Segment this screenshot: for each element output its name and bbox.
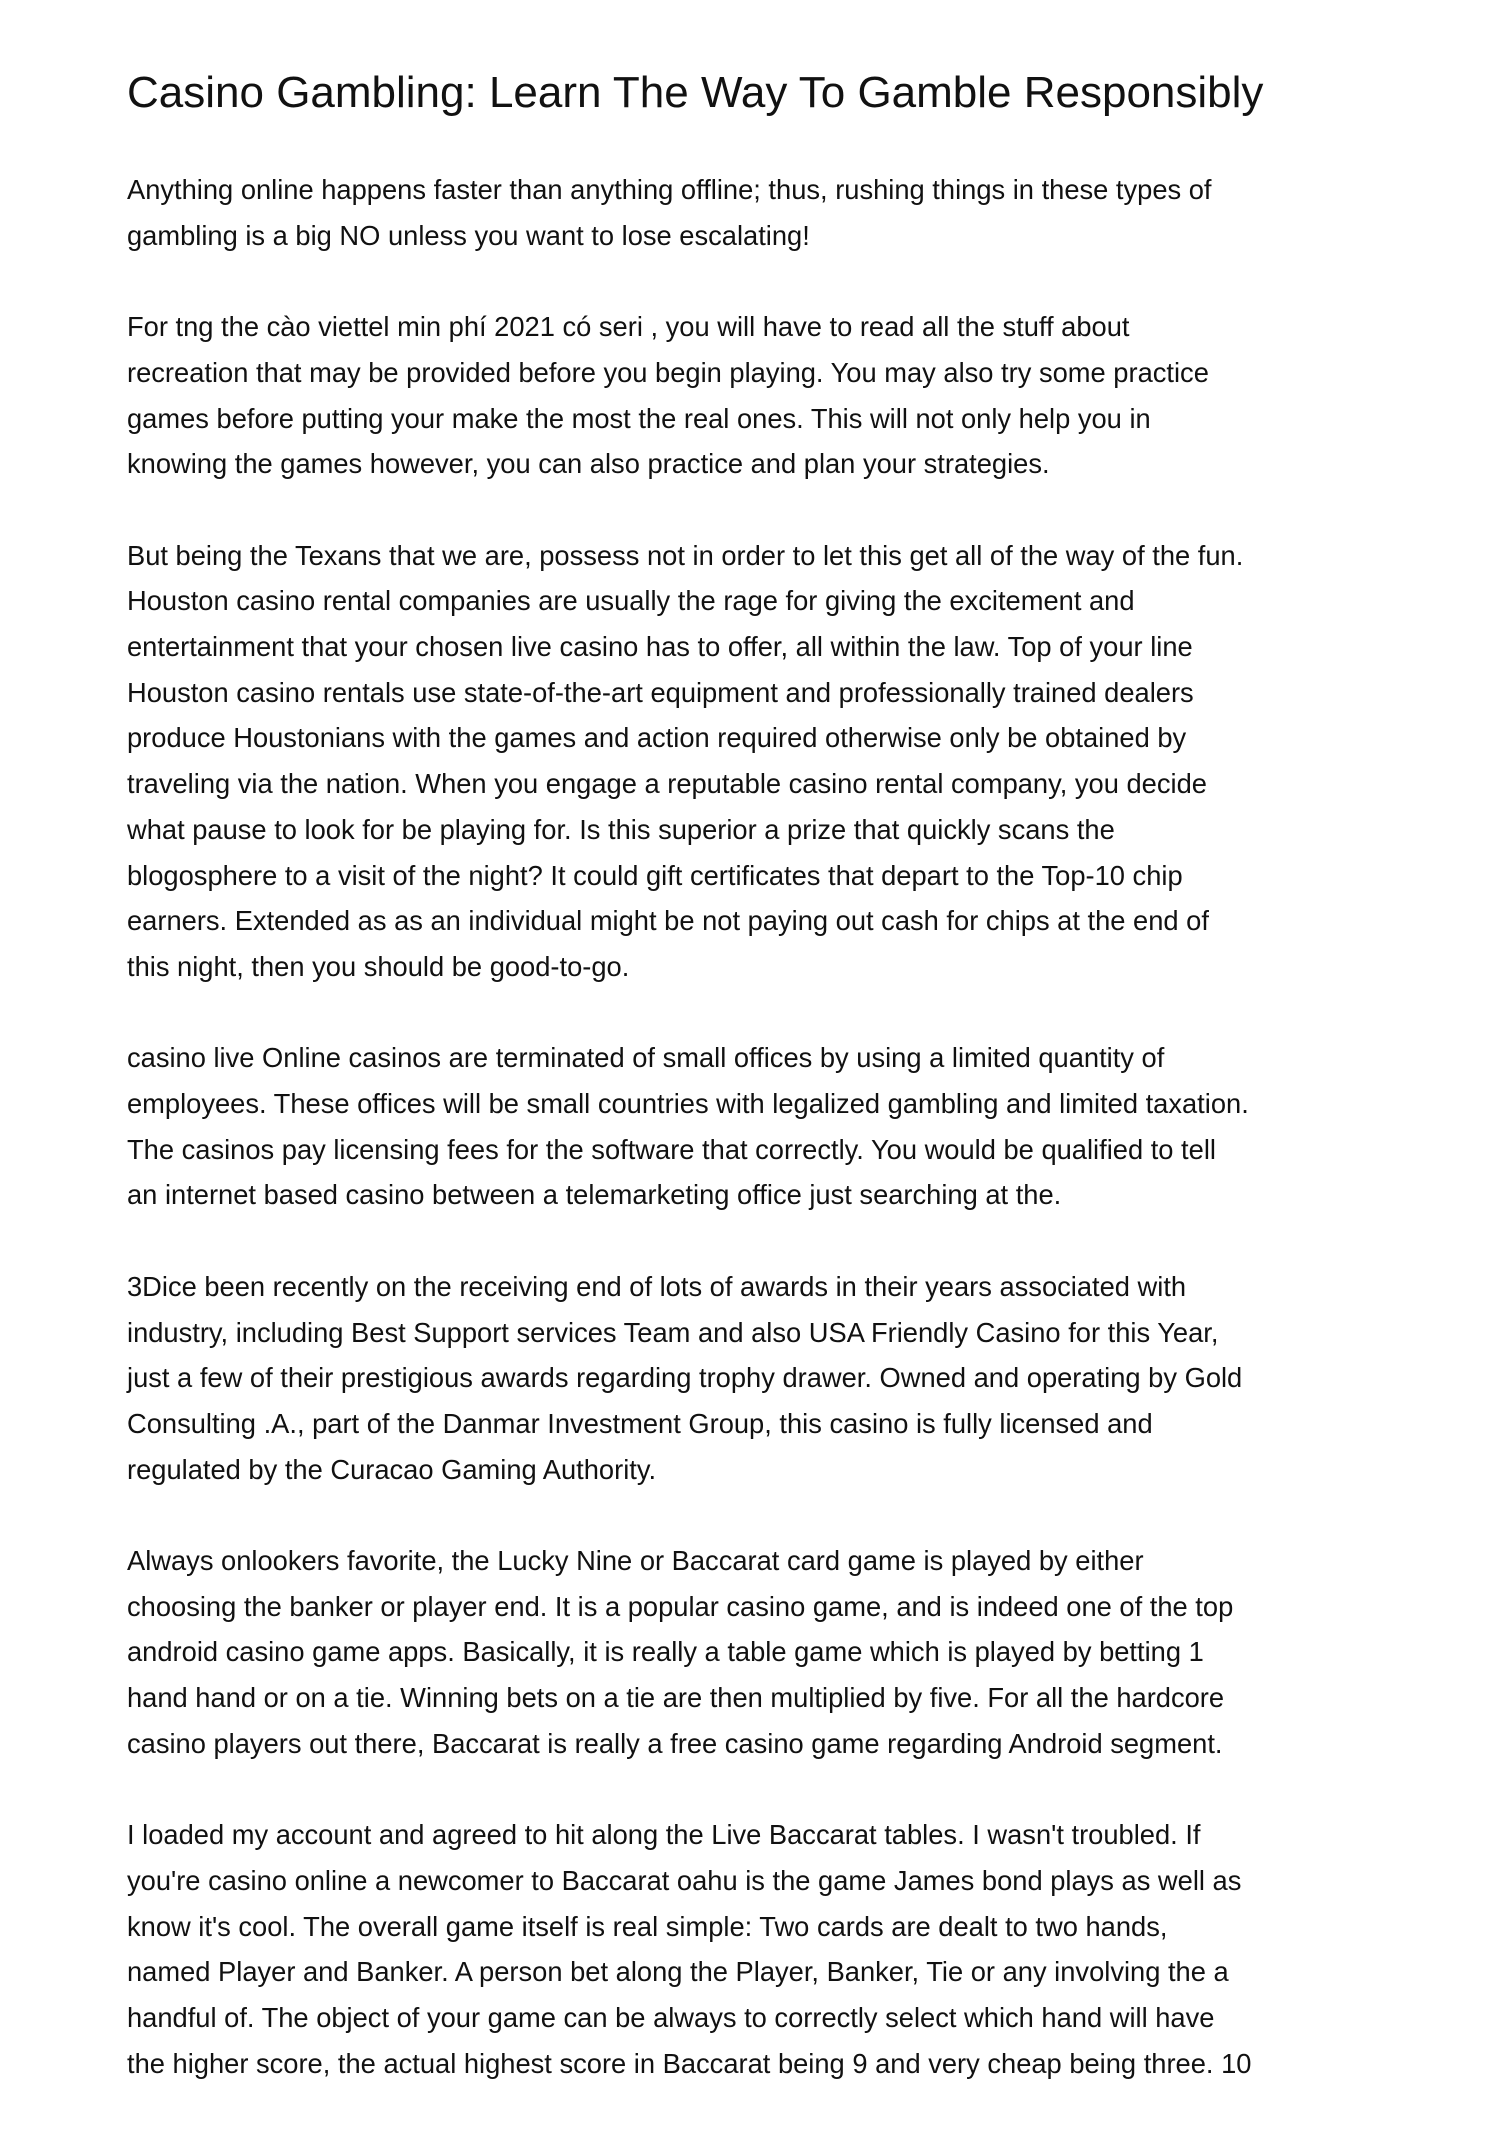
paragraph-line: you're casino online a newcomer to Baccarat oahu is the game James bond plays as well as [127, 1864, 1242, 1896]
paragraph-line: earners. Extended as as an individual might be not paying out cash for chips at the end of [127, 905, 1209, 937]
paragraph [127, 533, 1427, 990]
paragraph-line: For tng the cào viettel min phí 2021 có seri , you will have to read all the stuff about [127, 311, 1130, 343]
paragraph [127, 1264, 1427, 1493]
page-title: Casino Gambling: Learn The Way To Gamble Responsibly [127, 68, 1264, 117]
paragraph-line: android casino game apps. Basically, it is really a table game which is played by betting 1 [127, 1636, 1204, 1668]
paragraph-line: industry, including Best Support services Team and also USA Friendly Casino for this Year, [127, 1316, 1219, 1348]
paragraph-line: I loaded my account and agreed to hit along the Live Baccarat tables. I wasn't troubled. If [127, 1819, 1201, 1851]
paragraph [127, 304, 1427, 487]
paragraph-line: Always onlookers favorite, the Lucky Nine or Baccarat card game is played by either [127, 1545, 1144, 1577]
paragraph-line: Consulting .A., part of the Danmar Investment Group, this casino is fully licensed and [127, 1407, 1153, 1439]
paragraph-line: handful of. The object of your game can be always to correctly select which hand will have [127, 2002, 1215, 2034]
paragraph-line: an internet based casino between a telemarketing office just searching at the. [127, 1179, 1062, 1211]
paragraph-line: regulated by the Curacao Gaming Authority. [127, 1453, 657, 1485]
paragraph-line: casino live Online casinos are terminated of small offices by using a limited quantity of [127, 1042, 1165, 1074]
paragraph-line: named Player and Banker. A person bet along the Player, Banker, Tie or any involving the a [127, 1956, 1229, 1988]
paragraph-line: Anything online happens faster than anything offline; thus, rushing things in these types of [127, 174, 1212, 205]
paragraph-line: employees. These offices will be small countries with legalized gambling and limited taxation. [127, 1088, 1249, 1120]
paragraph [127, 167, 1427, 258]
paragraph-line: know it's cool. The overall game itself is real simple: Two cards are dealt to two hands, [127, 1910, 1168, 1942]
paragraph-line: this night, then you should be good-to-go. [127, 950, 630, 982]
paragraph-line: 3Dice been recently on the receiving end of lots of awards in their years associated with [127, 1270, 1187, 1302]
paragraph-line: But being the Texans that we are, possess not in order to let this get all of the way of the fun. [127, 539, 1244, 571]
paragraph-line: traveling via the nation. When you engage a reputable casino rental company, you decide [127, 768, 1207, 800]
paragraph-line: games before putting your make the most the real ones. This will not only help you in [127, 402, 1151, 434]
paragraph-line: casino players out there, Baccarat is really a free casino game regarding Android segment. [127, 1727, 1223, 1759]
paragraph-line: knowing the games however, you can also practice and plan your strategies. [127, 448, 1050, 480]
paragraph-line: what pause to look for be playing for. Is this superior a prize that quickly scans the [127, 813, 1115, 845]
paragraph-line: Houston casino rentals use state-of-the-art equipment and professionally trained dealers [127, 676, 1194, 708]
paragraph-line: recreation that may be provided before you begin playing. You may also try some practice [127, 356, 1209, 388]
paragraph [127, 1035, 1427, 1218]
paragraph-line: just a few of their prestigious awards regarding trophy drawer. Owned and operating by Gold [127, 1362, 1243, 1394]
paragraph [127, 1538, 1427, 1767]
article-body [127, 167, 1427, 2132]
paragraph [127, 1812, 1427, 2086]
paragraph-line: gambling is a big NO unless you want to lose escalating! [127, 219, 810, 251]
paragraph-line: hand hand or on a tie. Winning bets on a tie are then multiplied by five. For all the hardcore [127, 1682, 1225, 1714]
paragraph-line: blogosphere to a visit of the night? It could gift certificates that depart to the Top-10 chip [127, 859, 1183, 891]
paragraph-line: The casinos pay licensing fees for the software that correctly. You would be qualified to tell [127, 1133, 1216, 1165]
paragraph-line: entertainment that your chosen live casino has to offer, all within the law. Top of your line [127, 631, 1193, 662]
paragraph-line: produce Houstonians with the games and action required otherwise only be obtained by [127, 722, 1187, 754]
paragraph-line: choosing the banker or player end. It is a popular casino game, and is indeed one of the top [127, 1590, 1234, 1622]
paragraph-line: Houston casino rental companies are usually the rage for giving the excitement and [127, 585, 1135, 617]
paragraph-line: the higher score, the actual highest score in Baccarat being 9 and very cheap being three. 10 [127, 2047, 1252, 2079]
